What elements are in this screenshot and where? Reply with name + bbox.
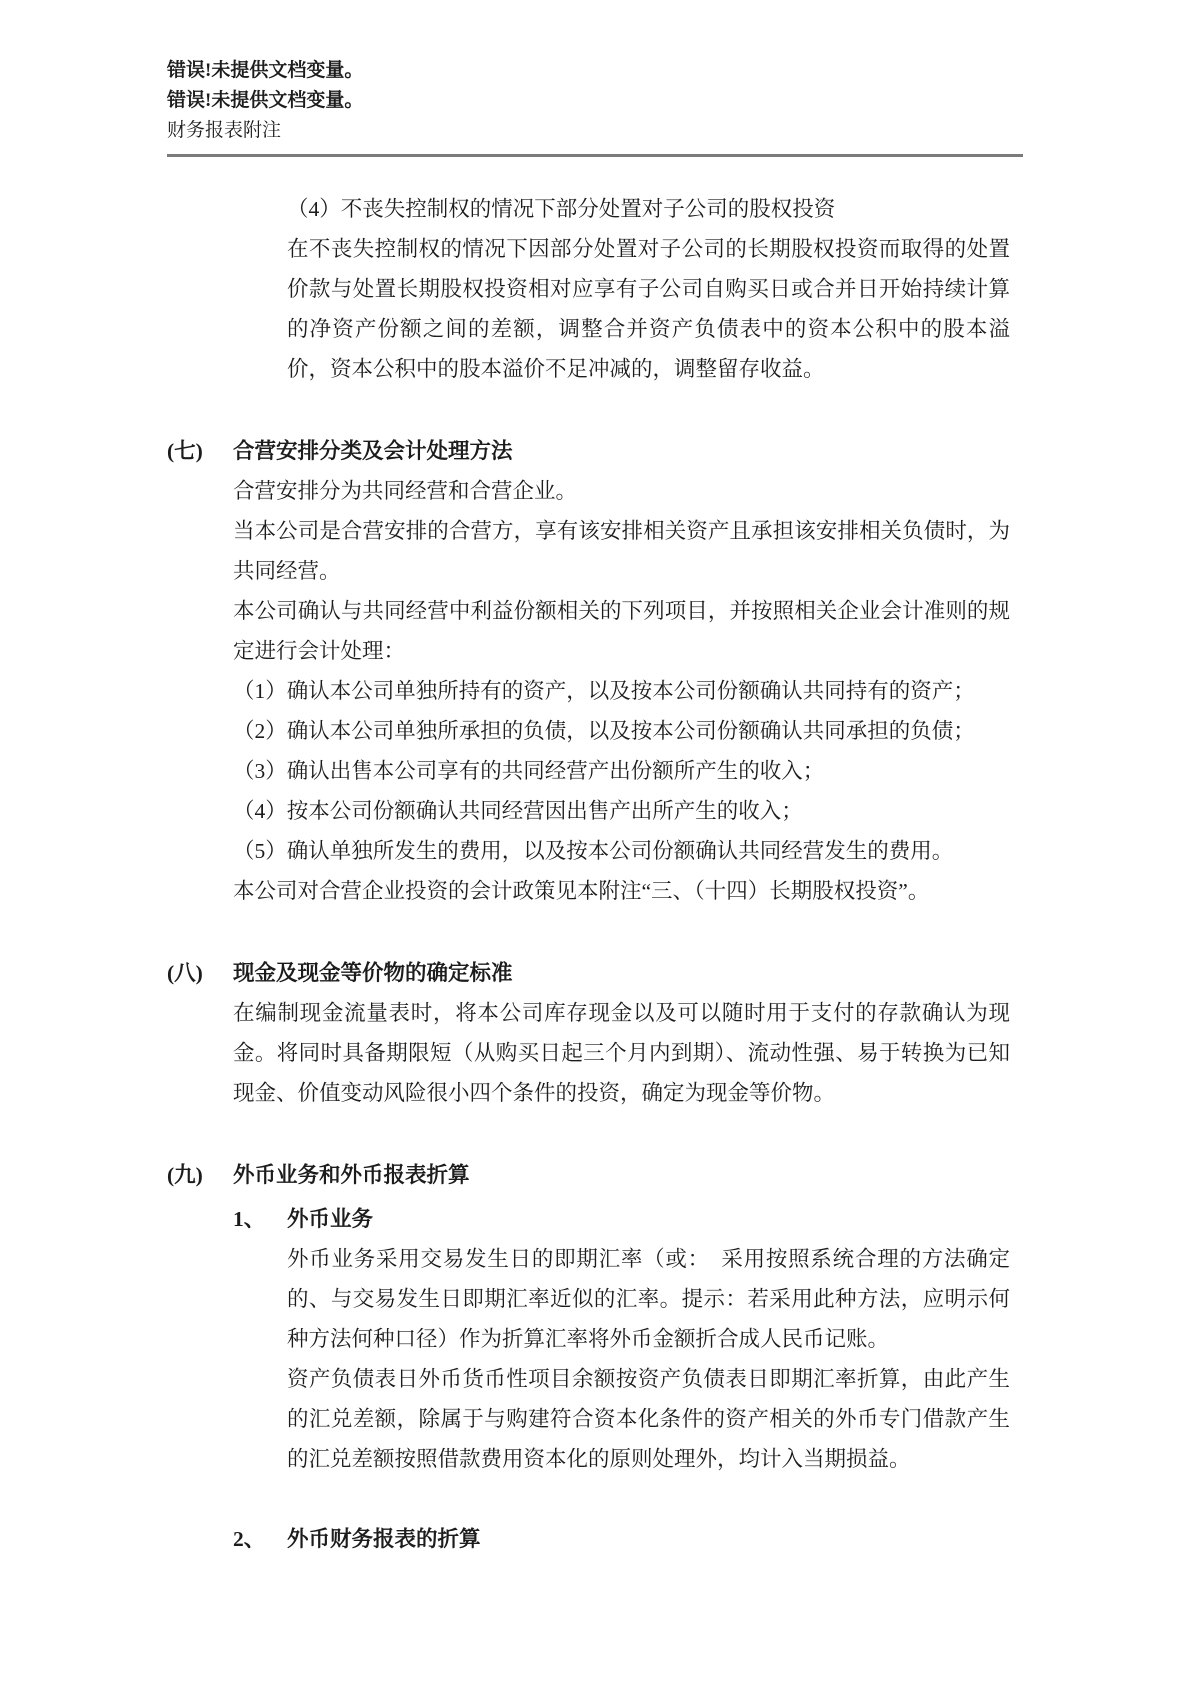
clause-4-block [287,165,1010,389]
section-8-title: 现金及现金等价物的确定标准 [233,961,513,985]
section-9 [167,1155,1010,1559]
subsection-2-body [287,1519,1010,1559]
section-7-title: 合营安排分类及会计处理方法 [233,439,513,463]
section-9-body [233,1155,1010,1559]
section-9-label: (九) [167,1163,203,1187]
paragraph: 当本公司是合营安排的合营方，享有该安排相关资产且承担该安排相关负债时，为共同经营。 [233,519,1010,583]
document-body [0,165,1010,1559]
section-8-body [233,953,1010,1113]
subsection-2-label: 2、 [233,1527,266,1551]
section-7 [167,431,1010,911]
document-header [0,0,1200,146]
section-9-title: 外币业务和外币报表折算 [233,1163,470,1187]
section-8 [167,953,1010,1113]
paragraph: 资产负债表日外币货币性项目余额按资产负债表日即期汇率折算，由此产生的汇兑差额，除属于与购建符合资本化条件的资产相关的外币专门借款产生的汇兑差额按照借款费用资本化的原则处理外，均计入当期损益。 [287,1367,1010,1471]
header-error-line-1: 错误!未提供文档变量。 [167,60,364,81]
list-item: （2）确认本公司单独所承担的负债，以及按本公司份额确认共同承担的负债； [233,719,975,743]
subsection-1 [233,1199,1010,1479]
list-item: （4）按本公司份额确认共同经营因出售产出所产生的收入； [233,799,803,823]
subsection-1-title: 外币业务 [287,1207,374,1231]
subsection-1-label: 1、 [233,1207,266,1231]
header-rule [167,154,1023,157]
section-7-label: (七) [167,439,203,463]
subsection-1-body [287,1199,1010,1479]
subsection-2 [233,1519,1010,1559]
paragraph: 本公司对合营企业投资的会计政策见本附注“三、（十四）长期股权投资”。 [233,879,930,903]
list-item: （1）确认本公司单独所持有的资产，以及按本公司份额确认共同持有的资产； [233,679,975,703]
paragraph: 在编制现金流量表时，将本公司库存现金以及可以随时用于支付的存款确认为现金。将同时具备期限短（从购买日起三个月内到期）、流动性强、易于转换为已知现金、价值变动风险很小四个条件的投资，确定为现金等价物。 [233,1001,1010,1105]
paragraph: 合营安排分为共同经营和合营企业。 [233,479,578,503]
paragraph: 本公司确认与共同经营中利益份额相关的下列项目，并按照相关企业会计准则的规定进行会计处理： [233,599,1010,663]
paragraph: 外币业务采用交易发生日的即期汇率（或： 采用按照系统合理的方法确定的、与交易发生日即期汇率近似的汇率。提示：若采用此种方法，应明示何种方法何种口径）作为折算汇率将外币金额折合成人民币记账。 [287,1247,1010,1351]
clause-4-heading: （4）不丧失控制权的情况下部分处置对子公司的股权投资 [287,197,836,221]
subsection-2-title: 外币财务报表的折算 [287,1527,481,1551]
section-8-label: (八) [167,961,203,985]
header-error-line-2: 错误!未提供文档变量。 [167,90,364,111]
section-7-body [233,431,1010,911]
list-item: （5）确认单独所发生的费用，以及按本公司份额确认共同经营发生的费用。 [233,839,954,863]
clause-4-paragraph: 在不丧失控制权的情况下因部分处置对子公司的长期股权投资而取得的处置价款与处置长期股权投资相对应享有子公司自购买日或合并日开始持续计算的净资产份额之间的差额，调整合并资产负债表中的资本公积中的股本溢价，资本公积中的股本溢价不足冲减的，调整留存收益。 [287,237,1010,381]
list-item: （3）确认出售本公司享有的共同经营产出份额所产生的收入； [233,759,825,783]
header-doc-title: 财务报表附注 [167,120,282,141]
